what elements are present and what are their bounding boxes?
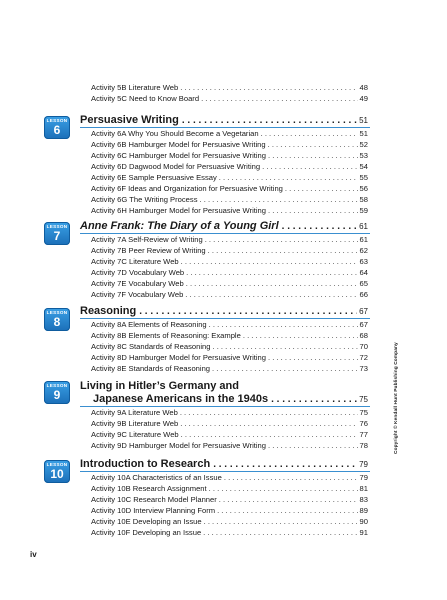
- leader-dots: [178, 419, 357, 429]
- leader-dots: [206, 246, 358, 256]
- entry-title: Activity 10A Characteristics of an Issue: [91, 473, 222, 482]
- entry-title: Activity 6H Hamburger Model for Persuasive Writing: [91, 206, 266, 215]
- toc-entry: [91, 140, 368, 150]
- entry-page: 58: [359, 195, 368, 204]
- lesson-title: Anne Frank: The Diary of a Young Girl: [80, 220, 279, 232]
- leader-dots: [279, 221, 357, 232]
- entry-page: 63: [359, 257, 368, 266]
- toc-entry: [91, 342, 368, 352]
- toc-entry: [91, 364, 368, 374]
- entry-page: 81: [359, 484, 368, 493]
- lesson-number: 8: [53, 315, 61, 329]
- lesson-number: 10: [50, 467, 64, 481]
- entry-page: 56: [359, 184, 368, 193]
- toc-entry: [91, 430, 368, 440]
- toc-entry: [91, 184, 368, 194]
- leader-dots: [260, 162, 357, 172]
- lesson-badge-label: LESSON: [46, 462, 68, 467]
- leader-dots: [136, 306, 357, 317]
- entry-title: Activity 9B Literature Web: [91, 419, 179, 428]
- entry-page: 53: [359, 151, 368, 160]
- heading-rule: [80, 406, 370, 407]
- leader-dots: [266, 206, 358, 216]
- entry-title: Activity 7B Peer Review of Writing: [91, 246, 206, 255]
- toc-entry: [91, 257, 368, 267]
- toc-entry: [91, 206, 368, 216]
- entry-page: 65: [359, 279, 368, 288]
- entry-title: Activity 8C Standards of Reasoning: [91, 342, 211, 351]
- entry-title: Activity 7C Literature Web: [91, 257, 179, 266]
- entry-title: Activity 6A Why You Should Become a Vegetarian: [91, 129, 259, 138]
- heading-rule: [80, 233, 370, 234]
- toc-entry: [91, 173, 368, 183]
- leader-dots: [178, 83, 357, 93]
- lesson-heading: [80, 220, 368, 232]
- leader-dots: [179, 430, 358, 440]
- lesson-badge: [44, 308, 70, 331]
- entry-title: Activity 7F Vocabulary Web: [91, 290, 184, 299]
- leader-dots: [215, 506, 357, 516]
- copyright-notice: [394, 342, 404, 556]
- entry-page: 64: [359, 268, 368, 277]
- toc-entry: [91, 162, 368, 172]
- lesson-heading: [80, 114, 368, 126]
- leader-dots: [217, 495, 358, 505]
- entry-page: 51: [359, 129, 368, 138]
- leader-dots: [207, 320, 358, 330]
- lesson-title: Reasoning: [80, 305, 137, 317]
- entry-title: Activity 6E Sample Persuasive Essay: [91, 173, 217, 182]
- leader-dots: [178, 408, 358, 418]
- lesson-page: 51: [359, 116, 368, 125]
- lesson-page: 67: [359, 307, 368, 316]
- leader-dots: [201, 528, 357, 538]
- leader-dots: [259, 129, 358, 139]
- leader-dots: [199, 94, 357, 104]
- entry-title: Activity 10C Research Model Planner: [91, 495, 217, 504]
- toc-entry: [91, 235, 368, 245]
- toc-entry: [91, 408, 368, 418]
- entry-page: 90: [359, 517, 368, 526]
- entry-title: Activity 9D Hamburger Model for Persuasive Writing: [91, 441, 266, 450]
- toc-entry: [91, 246, 368, 256]
- entry-page: 78: [359, 441, 368, 450]
- leader-dots: [266, 441, 358, 451]
- lesson-badge-label: LESSON: [46, 224, 68, 229]
- entry-page: 75: [359, 408, 368, 417]
- entry-title: Activity 6B Hamburger Model for Persuasive Writing: [91, 140, 266, 149]
- leader-dots: [202, 517, 358, 527]
- lesson-badge: [44, 222, 70, 245]
- toc-entry: [91, 320, 368, 330]
- toc-entry: [91, 353, 368, 363]
- entry-title: Activity 8E Standards of Reasoning: [91, 364, 211, 373]
- entry-page: 62: [359, 246, 368, 255]
- heading-rule: [80, 318, 370, 319]
- toc-entry: [91, 506, 368, 516]
- lesson-title-line1: Living in Hitler’s Germany and: [80, 380, 239, 392]
- entry-title: Activity 7A Self-Review of Writing: [91, 235, 203, 244]
- toc-entry: [91, 290, 368, 300]
- entry-title: Activity 7D Vocabulary Web: [91, 268, 185, 277]
- toc-entry: [91, 83, 368, 93]
- entry-page: 61: [359, 235, 368, 244]
- lesson-number: 9: [53, 388, 61, 402]
- lesson-title: Persuasive Writing: [80, 114, 179, 126]
- entry-title: Activity 7E Vocabulary Web: [91, 279, 184, 288]
- leader-dots: [207, 484, 358, 494]
- lesson-heading: [80, 458, 368, 470]
- copyright-text: Copyright © Kendall Hunt Publishing Company: [394, 342, 399, 454]
- lesson-badge: [44, 460, 70, 483]
- leader-dots: [241, 331, 358, 341]
- toc-entry: [91, 484, 368, 494]
- toc-entry: [91, 151, 368, 161]
- lesson-number: 6: [53, 123, 61, 137]
- entry-page: 76: [359, 419, 368, 428]
- entry-page: 91: [359, 528, 368, 537]
- leader-dots: [179, 257, 358, 267]
- entry-title: Activity 6G The Writing Process: [91, 195, 198, 204]
- entry-page: 68: [359, 331, 368, 340]
- heading-rule: [80, 471, 370, 472]
- entry-page: 77: [359, 430, 368, 439]
- leader-dots: [183, 290, 357, 300]
- entry-page: 55: [359, 173, 368, 182]
- toc-entry: [91, 473, 368, 483]
- entry-page: 70: [359, 342, 368, 351]
- leader-dots: [203, 235, 358, 245]
- lesson-title-line2: Japanese Americans in the 1940s: [93, 393, 269, 405]
- entry-title: Activity 6F Ideas and Organization for Persuasive Writing: [91, 184, 283, 193]
- leader-dots: [198, 195, 358, 205]
- lesson-page: 79: [359, 460, 368, 469]
- entry-title: Activity 10F Developing an Issue: [91, 528, 202, 537]
- entry-title: Activity 8D Hamburger Model for Persuasive Writing: [91, 353, 266, 362]
- entry-page: 79: [359, 473, 368, 482]
- entry-page: 66: [359, 290, 368, 299]
- entry-page: 52: [359, 140, 368, 149]
- lesson-badge-label: LESSON: [46, 310, 68, 315]
- entry-page: 72: [359, 353, 368, 362]
- toc-entry: [91, 419, 368, 429]
- lesson-badge-label: LESSON: [46, 118, 68, 123]
- leader-dots: [210, 342, 357, 352]
- leader-dots: [283, 184, 358, 194]
- lesson-number: 7: [53, 229, 61, 243]
- toc-entry: [91, 268, 368, 278]
- lesson-heading: [93, 393, 368, 405]
- toc-entry: [91, 495, 368, 505]
- leader-dots: [179, 115, 357, 126]
- entry-title: Activity 8A Elements of Reasoning: [91, 320, 207, 329]
- entry-page: 89: [359, 506, 368, 515]
- lesson-page: 61: [359, 222, 368, 231]
- leader-dots: [266, 353, 358, 363]
- toc-entry: [91, 279, 368, 289]
- leader-dots: [184, 279, 358, 289]
- leader-dots: [268, 394, 357, 405]
- entry-title: Activity 9A Literature Web: [91, 408, 178, 417]
- entry-title: Activity 10E Developing an Issue: [91, 517, 202, 526]
- lesson-title: Introduction to Research: [80, 458, 211, 470]
- entry-title: Activity 6D Dagwood Model for Persuasive Writing: [91, 162, 261, 171]
- toc-entry: [91, 331, 368, 341]
- entry-title: Activity 8B Elements of Reasoning: Example: [91, 331, 241, 340]
- entry-page: 49: [359, 94, 368, 103]
- toc-entry: [91, 94, 368, 104]
- lesson-badge: [44, 381, 70, 404]
- lesson-page: 75: [359, 395, 368, 404]
- leader-dots: [210, 364, 358, 374]
- leader-dots: [222, 473, 358, 483]
- entry-page: 59: [359, 206, 368, 215]
- entry-page: 67: [359, 320, 368, 329]
- entry-title: Activity 6C Hamburger Model for Persuasive Writing: [91, 151, 266, 160]
- entry-title: Activity 10B Research Assignment: [91, 484, 207, 493]
- leader-dots: [217, 173, 358, 183]
- entry-page: 54: [359, 162, 368, 171]
- toc-entry: [91, 517, 368, 527]
- entry-title: Activity 5B Literature Web: [91, 83, 179, 92]
- lesson-badge: [44, 116, 70, 139]
- entry-page: 83: [359, 495, 368, 504]
- entry-title: Activity 5C Need to Know Board: [91, 94, 200, 103]
- leader-dots: [210, 459, 357, 470]
- entry-title: Activity 9C Literature Web: [91, 430, 179, 439]
- heading-rule: [80, 127, 370, 128]
- leader-dots: [266, 151, 358, 161]
- page-number: iv: [30, 550, 37, 559]
- lesson-badge-label: LESSON: [46, 383, 68, 388]
- entry-page: 48: [359, 83, 368, 92]
- entry-page: 73: [359, 364, 368, 373]
- toc-entry: [91, 441, 368, 451]
- lesson-heading: [80, 305, 368, 317]
- toc-entry: [91, 129, 368, 139]
- leader-dots: [266, 140, 358, 150]
- leader-dots: [184, 268, 357, 278]
- toc-entry: [91, 528, 368, 538]
- toc-entry: [91, 195, 368, 205]
- entry-title: Activity 10D Interview Planning Form: [91, 506, 216, 515]
